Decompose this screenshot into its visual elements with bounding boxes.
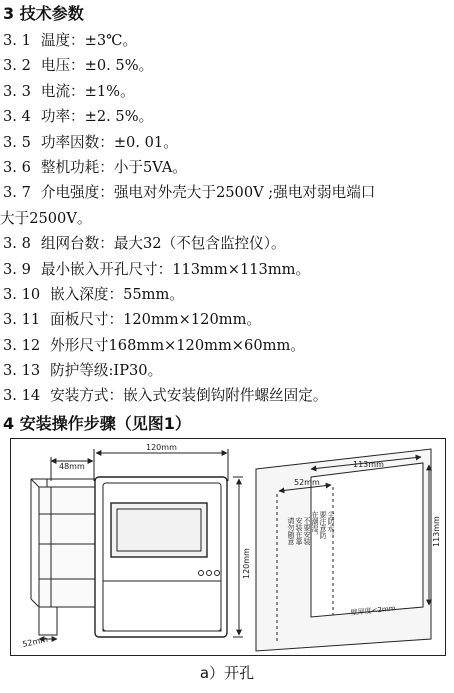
spec-item [3, 155, 452, 180]
spec-number: 3. 3 [3, 82, 31, 100]
spec-number: 3. 6 [3, 158, 31, 176]
spec-item [3, 383, 452, 408]
spec-text: 面板尺寸：120mm×120mm。 [50, 311, 261, 329]
warning-column: 在潮湿， [311, 511, 319, 539]
spec-text: 电压：±0. 5%。 [40, 57, 154, 75]
spec-number: 3. 11 [3, 311, 41, 329]
spec-text: 功率：±2. 5%。 [40, 108, 154, 126]
installation-figure [10, 438, 446, 656]
dim-hole-vertical-label: 113mm [432, 516, 441, 547]
spec-item [3, 104, 452, 129]
spec-item [3, 257, 452, 282]
installation-diagram [11, 439, 444, 654]
spec-number: 3. 8 [3, 235, 31, 253]
dim-height-label: 120mm [242, 548, 251, 579]
spec-item [3, 28, 452, 53]
spec-number: 3. 12 [3, 336, 41, 354]
spec-number: 3. 2 [3, 57, 31, 75]
spec-item [3, 130, 452, 155]
spec-item-continuation: 大于2500V。 [0, 209, 92, 227]
spec-text: 防护等级:IP30。 [50, 362, 163, 380]
spec-item [3, 282, 452, 307]
panel-thickness-note: 壁厚度<2mm [350, 604, 396, 617]
spec-number: 3. 10 [3, 285, 41, 303]
warning-column: 不要安装 [303, 517, 311, 545]
panel-drawing [256, 449, 431, 651]
section-3-heading: 3 技术参数 [3, 4, 84, 23]
dim-margin-label: 52mm [294, 478, 320, 487]
spec-text: 功率因数：±0. 01。 [40, 133, 178, 151]
spec-number: 3. 1 [3, 32, 31, 49]
spec-text: 电流：±1%。 [40, 82, 135, 100]
spec-item [3, 180, 452, 205]
spec-text: 组网台数：最大32（不包含监控仪）。 [40, 235, 286, 253]
spec-text: 介电强度：强电对外壳大于2500V ;强电对弱电端口 [40, 184, 376, 202]
warning-column: 请勿随意 [287, 517, 295, 545]
warning-column: 要注意防 [319, 511, 327, 539]
spec-text: 整机功耗：小于5VA。 [40, 158, 187, 176]
figure-caption: a）开孔 [199, 664, 255, 682]
spec-text: 嵌入深度：55mm。 [50, 285, 184, 303]
spec-item [3, 333, 452, 358]
spec-number: 3. 14 [3, 387, 41, 405]
spec-number: 3. 4 [3, 108, 31, 126]
section-4-heading: 4 安装操作步骤（见图1） [3, 413, 191, 433]
dim-width-label: 120mm [146, 443, 177, 452]
spec-text: 温度：±3℃。 [40, 32, 138, 49]
dim-bottom-label: 52mm [21, 634, 49, 649]
dim-hole-label: 113mm [353, 460, 384, 469]
spec-number: 3. 13 [3, 362, 41, 380]
warning-column: 安装在靠 [295, 517, 303, 545]
spec-item [3, 79, 452, 104]
spec-item [3, 53, 452, 78]
spec-text: 安装方式：嵌入式安装倒钩附件螺丝固定。 [50, 387, 328, 405]
spec-text: 最小嵌入开孔尺寸：113mm×113mm。 [40, 260, 311, 278]
device-drawing [31, 449, 243, 639]
spec-text: 外形尺寸168mm×120mm×60mm。 [50, 336, 305, 354]
warning-column: 尘防水。 [327, 511, 335, 539]
spec-item [3, 307, 452, 332]
spec-item [3, 358, 452, 383]
dim-depth-label: 48mm [59, 462, 85, 471]
spec-item [3, 231, 452, 256]
spec-number: 3. 9 [3, 260, 31, 278]
spec-number: 3. 5 [3, 133, 31, 151]
spec-number: 3. 7 [3, 184, 31, 202]
